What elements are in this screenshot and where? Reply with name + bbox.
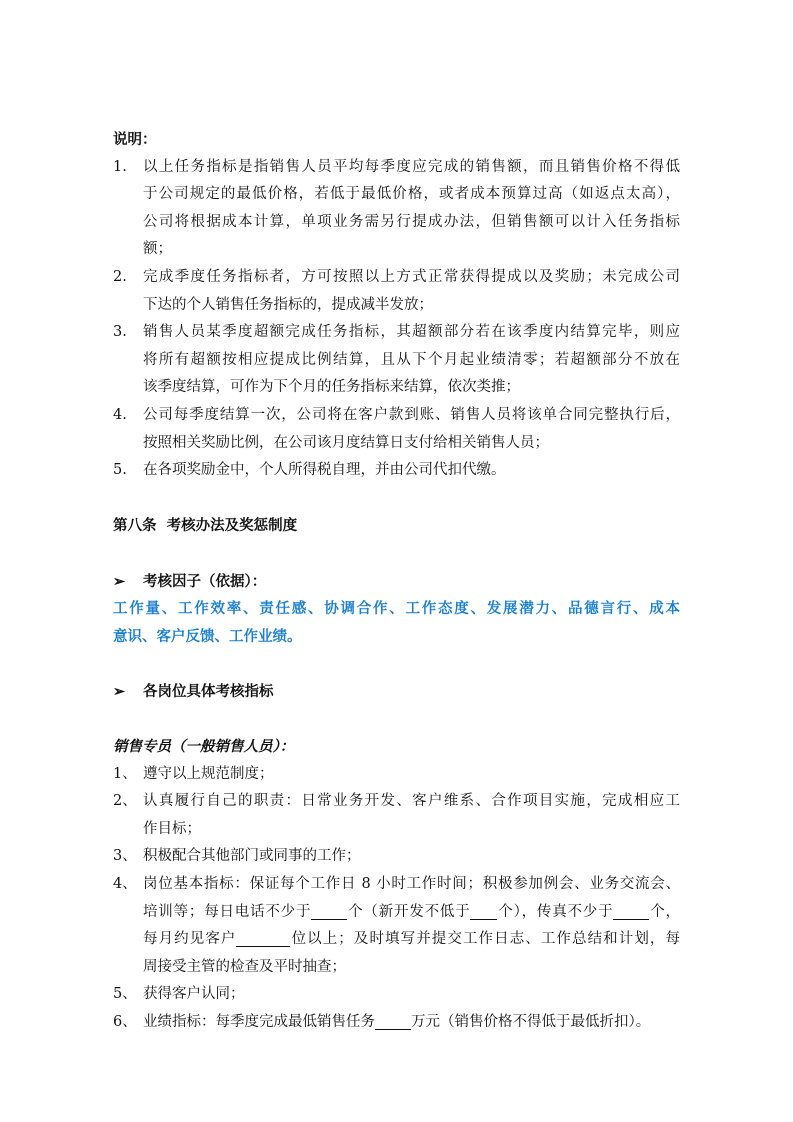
text-line: 于公司规定的最低价格，若低于最低价格，或者成本预算过高（如返点太高）， xyxy=(143,186,680,203)
text-segment: 岗位基本指标：保证每个工作日 8 小时工作时间；积极参加例会、业务交流会、 xyxy=(143,876,680,893)
factor-heading: ➢ 考核因子（依据）： xyxy=(113,568,680,596)
text-segment: 个），传真不少于 xyxy=(497,903,614,920)
text-line: 销售人员某季度超额完成任务指标，其超额部分若在该季度内结算完毕，则应 xyxy=(143,324,680,341)
text-line xyxy=(143,899,680,927)
role-list xyxy=(113,761,680,1037)
list-text xyxy=(143,264,680,319)
text-line xyxy=(143,761,680,789)
list-text xyxy=(143,154,680,264)
list-item xyxy=(113,761,680,789)
list-text xyxy=(143,402,680,457)
text-line xyxy=(143,954,680,982)
list-text xyxy=(143,871,680,981)
list-item xyxy=(113,319,680,402)
indicator-heading: ➢ 各岗位具体考核指标 xyxy=(113,678,680,706)
text-line: 公司每季度结算一次，公司将在客户款到账、销售人员将该单合同完整执行后， xyxy=(143,406,680,423)
text-segment: 位以上；及时填写并提交工作日志、工作总结和计划，每 xyxy=(290,931,680,948)
text-line xyxy=(143,926,680,954)
fill-in-blank xyxy=(311,901,347,920)
notes-heading: 说明： xyxy=(113,131,157,148)
list-number: 2、 xyxy=(113,793,137,810)
text-line: 将所有超额按相应提成比例结算，且从下个月起业绩清零；若超额部分不放在 xyxy=(143,351,680,368)
text-line xyxy=(143,981,680,1009)
list-number: 5、 xyxy=(113,986,137,1003)
text-line: 下达的个人销售任务指标的，提成减半发放； xyxy=(143,296,433,313)
fill-in-blank xyxy=(613,901,649,920)
text-line: 在各项奖励金中，个人所得税自理，并由公司代扣代缴。 xyxy=(143,462,506,479)
text-segment: 每月约见客户 xyxy=(143,931,237,948)
text-line: 该季度结算，可作为下个月的任务指标来结算，依次类推； xyxy=(143,379,520,396)
text-segment: 作目标； xyxy=(143,820,201,837)
list-text xyxy=(143,981,680,1009)
fill-in-blank xyxy=(236,928,290,947)
list-text xyxy=(143,319,680,402)
list-number: 6、 xyxy=(113,1014,137,1030)
factor-line: 意识、客户反馈、工作业绩。 xyxy=(113,627,302,645)
text-line: 公司将根据成本计算，单项业务需另行提成办法，但销售额可以计入任务指标 xyxy=(143,213,680,230)
text-segment: 周接受主管的检查及平时抽查； xyxy=(143,958,346,975)
list-number: 2. xyxy=(113,268,127,285)
text-line xyxy=(143,871,680,899)
fill-in-blank xyxy=(470,901,497,920)
text-segment: 认真履行自己的职责：日常业务开发、客户维系、合作项目实施，完成相应工 xyxy=(143,793,680,810)
text-line: 以上任务指标是指销售人员平均每季度应完成的销售额，而且销售价格不得低 xyxy=(143,158,680,175)
list-number: 1、 xyxy=(113,765,137,782)
notes-list xyxy=(113,154,680,485)
list-item xyxy=(113,402,680,457)
text-line xyxy=(143,843,680,871)
text-line xyxy=(143,788,680,816)
arrow-bullet-icon: ➢ xyxy=(113,682,126,700)
text-line: 额； xyxy=(143,241,172,258)
text-segment: 积极配合其他部门或同事的工作； xyxy=(143,848,361,865)
role-heading: 销售专员（一般销售人员）： xyxy=(113,738,295,756)
text-segment: 获得客户认同； xyxy=(143,986,245,1003)
arrow-bullet-icon: ➢ xyxy=(113,572,126,590)
list-item xyxy=(113,788,680,843)
list-number: 1. xyxy=(113,158,127,175)
document-page xyxy=(113,126,680,1037)
list-text xyxy=(143,843,680,871)
list-number: 3、 xyxy=(113,848,137,865)
list-item xyxy=(113,154,680,264)
list-text xyxy=(143,457,680,485)
text-segment: 个（新开发不低于 xyxy=(347,903,471,920)
text-segment: 遵守以上规范制度； xyxy=(143,765,274,782)
list-item xyxy=(113,457,680,485)
list-number: 5. xyxy=(113,462,127,479)
list-item xyxy=(113,1009,680,1037)
list-text xyxy=(143,788,680,843)
list-text xyxy=(143,761,680,789)
text-segment: 个， xyxy=(649,903,680,920)
list-number: 4. xyxy=(113,406,127,423)
text-segment: 万元（销售价格不得低于最低折扣）。 xyxy=(411,1014,651,1030)
text-line: 完成季度任务指标者，方可按照以上方式正常获得提成以及奖励；未完成公司 xyxy=(143,268,680,285)
list-item xyxy=(113,871,680,981)
list-item xyxy=(113,981,680,1009)
article-title: 第八条 考核办法及奖惩制度 xyxy=(113,517,298,535)
list-number: 4、 xyxy=(113,876,137,893)
text-segment: 业绩指标：每季度完成最低销售任务 xyxy=(143,1014,375,1030)
fill-in-blank xyxy=(375,1011,411,1030)
text-line xyxy=(143,816,680,844)
list-item xyxy=(113,843,680,871)
text-line xyxy=(143,1009,680,1037)
list-number: 3. xyxy=(113,324,127,341)
list-text xyxy=(143,1009,680,1037)
text-line: 按照相关奖励比例，在公司该月度结算日支付给相关销售人员； xyxy=(143,434,549,451)
text-segment: 培训等；每日电话不少于 xyxy=(143,903,312,920)
list-item xyxy=(113,264,680,319)
factor-line: 工作量、工作效率、责任感、协调合作、工作态度、发展潜力、品德言行、成本 xyxy=(113,600,680,618)
